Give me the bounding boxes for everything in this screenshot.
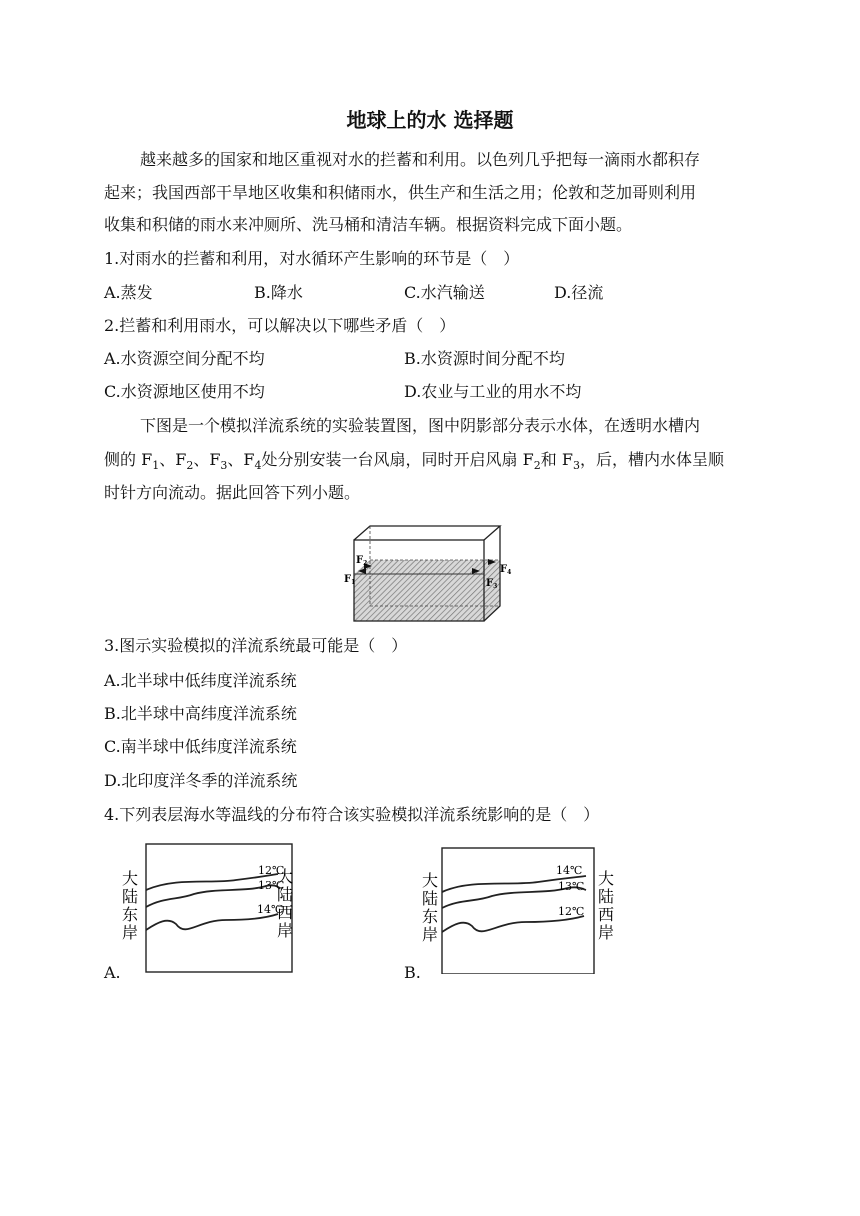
page-title: 地球上的水 选择题	[346, 108, 514, 132]
svg-text:西: 西	[597, 905, 614, 924]
q1-option-a[interactable]: A.蒸发	[104, 283, 153, 302]
svg-text:F2: $F_2$	[356, 555, 368, 567]
q4-stem: 4.下列表层海水等温线的分布符合该实验模拟洋流系统影响的是（ ）	[104, 805, 600, 824]
svg-text:12℃: 12℃	[258, 864, 285, 877]
svg-text:西: 西	[276, 903, 293, 922]
q2-option-c[interactable]: C.水资源地区使用不均	[104, 382, 265, 401]
svg-text:东: 东	[422, 907, 439, 926]
svg-text:F1: $F_1$	[344, 574, 356, 586]
q3-stem: 3.图示实验模拟的洋流系统最可能是（ ）	[104, 636, 408, 655]
q2-option-d[interactable]: D.农业与工业的用水不均	[404, 382, 582, 401]
intro1-line2: 起来；我国西部干旱地区收集和积储雨水，供生产和生活之用；伦敦和芝加哥则利用	[104, 183, 697, 202]
svg-text:岸: 岸	[422, 925, 439, 944]
svg-text:13℃: 13℃	[258, 879, 285, 892]
intro2-line2: 侧的 $F_1$、$F_2$、$F_3$、$F_4$处分别安装一台风扇，同时开启风扇 $F_2$和 $F_3$，后，槽内水体呈顺	[104, 450, 724, 473]
svg-text:陆: 陆	[276, 885, 293, 904]
q3-option-c[interactable]: C.南半球中低纬度洋流系统	[104, 737, 297, 756]
svg-text:14℃: 14℃	[257, 903, 284, 916]
q4-option-b-label[interactable]: B.	[404, 963, 421, 982]
isotherm-diagram-b[interactable]	[420, 842, 620, 974]
svg-text:陆: 陆	[122, 887, 139, 906]
svg-text:大: 大	[276, 867, 293, 886]
svg-text:F4: $F_4$	[500, 564, 512, 576]
svg-text:陆: 陆	[597, 887, 614, 906]
q1-option-c[interactable]: C.水汽输送	[404, 283, 485, 302]
experiment-tank-figure	[340, 522, 515, 624]
q4-option-a-label[interactable]: A.	[104, 963, 121, 982]
svg-text:14℃: 14℃	[556, 864, 583, 877]
svg-text:东: 东	[122, 905, 139, 924]
q2-option-b[interactable]: B.水资源时间分配不均	[404, 349, 565, 368]
svg-text:13℃: 13℃	[558, 880, 585, 893]
intro1-line3: 收集和积储的雨水来冲厕所、洗马桶和清洁车辆。根据资料完成下面小题。	[104, 215, 633, 234]
q1-stem: 1.对雨水的拦蓄和利用，对水循环产生影响的环节是（ ）	[104, 249, 520, 268]
svg-text:大: 大	[597, 869, 614, 888]
q2-option-a[interactable]: A.水资源空间分配不均	[104, 349, 265, 368]
svg-text:12℃: 12℃	[558, 905, 585, 918]
svg-text:大: 大	[122, 869, 139, 888]
svg-text:岸: 岸	[122, 923, 139, 942]
q1-option-b[interactable]: B.降水	[254, 283, 303, 302]
q3-option-b[interactable]: B.北半球中高纬度洋流系统	[104, 704, 297, 723]
intro1-line1: 越来越多的国家和地区重视对水的拦蓄和利用。以色列几乎把每一滴雨水都积存	[140, 150, 701, 169]
svg-text:陆: 陆	[422, 889, 439, 908]
water-top	[354, 560, 500, 574]
q1-option-d[interactable]: D.径流	[554, 283, 604, 302]
svg-text:大: 大	[422, 871, 439, 890]
svg-text:岸: 岸	[276, 921, 293, 940]
q2-stem: 2.拦蓄和利用雨水，可以解决以下哪些矛盾（ ）	[104, 316, 456, 335]
intro2-line3: 时针方向流动。据此回答下列小题。	[104, 483, 361, 502]
svg-text:岸: 岸	[597, 923, 614, 942]
isotherm-diagram-a[interactable]	[116, 842, 296, 974]
intro2-line1: 下图是一个模拟洋流系统的实验装置图，图中阴影部分表示水体，在透明水槽内	[140, 416, 701, 435]
svg-text:F3: $F_3$	[486, 578, 498, 590]
q3-option-a[interactable]: A.北半球中低纬度洋流系统	[104, 671, 297, 690]
water-front	[354, 574, 484, 621]
q3-option-d[interactable]: D.北印度洋冬季的洋流系统	[104, 771, 298, 790]
